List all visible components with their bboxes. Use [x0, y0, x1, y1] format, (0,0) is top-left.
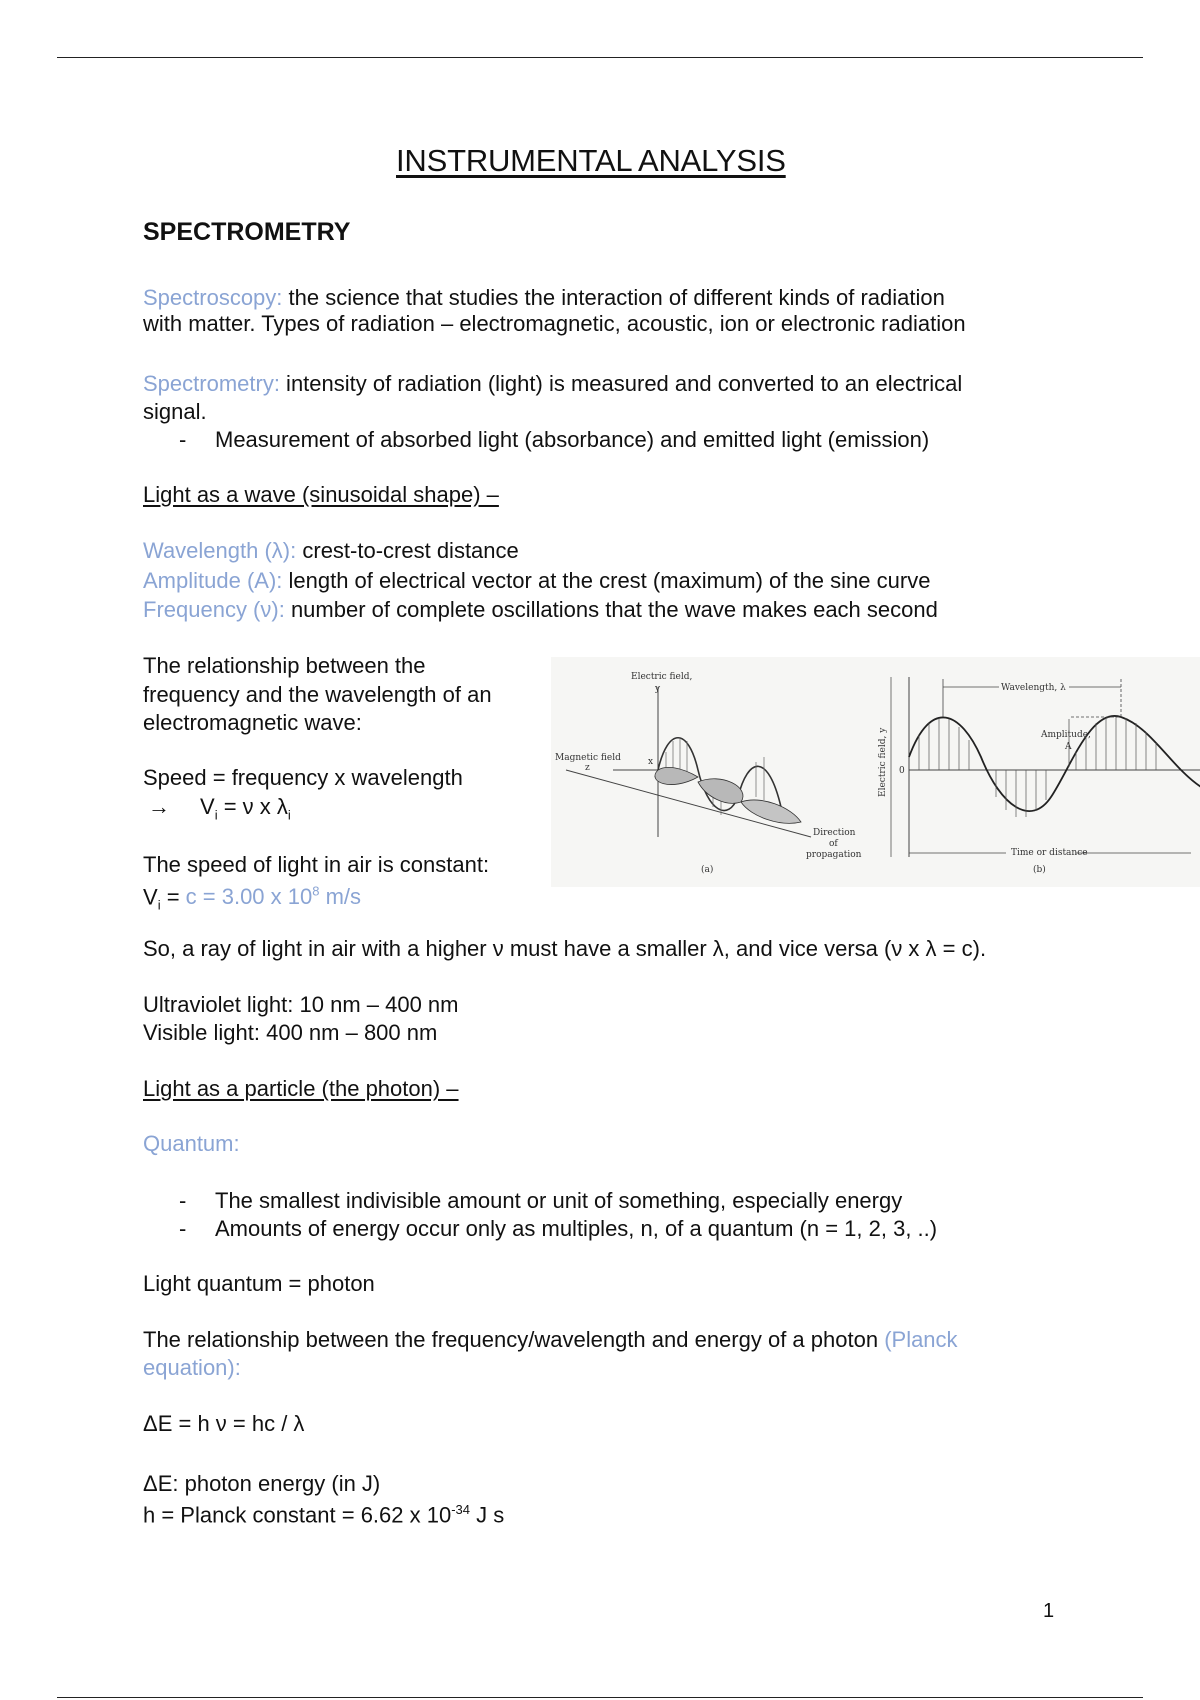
svg-text:A: A: [1065, 742, 1072, 752]
spectrometry-definition: [143, 370, 962, 398]
spectroscopy-text: the science that studies the interaction of different kinds of radiation: [282, 285, 945, 310]
figure-a-caption: (a): [701, 865, 714, 875]
wavelength-term: Wavelength (λ):: [143, 538, 297, 563]
figure-b-caption: (b): [1033, 865, 1046, 875]
planck-intro: The relationship between the frequency/wavelength and energy of a photon (Planck: [143, 1327, 958, 1352]
bullet-text: Measurement of absorbed light (absorbance) and emitted light (emission): [215, 427, 930, 452]
speed-constant-text: The speed of light in air is constant:: [143, 852, 490, 877]
svg-text:propagation: propagation: [806, 850, 862, 860]
frequency-definition: [143, 596, 938, 624]
speed-equation: Speed = frequency x wavelength: [143, 765, 463, 790]
planck-term-line2: equation):: [143, 1355, 241, 1380]
spectrometry-bullet: [143, 426, 929, 454]
planck-constant: h = Planck constant = 6.62 x $10^{-34}$ J s: [143, 1502, 505, 1528]
spectrometry-term: Spectrometry:: [143, 371, 280, 396]
svg-text:of: of: [829, 839, 838, 849]
frequency-term: Frequency (ν):: [143, 597, 285, 622]
uv-range: Ultraviolet light: 10 nm – 400 nm: [143, 992, 459, 1017]
figure-b-wavelength-label: Wavelength, λ: [1001, 683, 1066, 693]
figure-a-x-label: x: [648, 757, 654, 767]
delta-e-definition: ΔE: photon energy (in J): [143, 1471, 381, 1496]
planck-equation: ΔE = h ν = hc / λ: [143, 1411, 305, 1436]
em-wave-figure: [551, 657, 1200, 887]
c-value: c = 3.00 x $10^8$ m/s: [185, 884, 362, 910]
photon-line: Light quantum = photon: [143, 1271, 375, 1296]
quantum-bullet-1: - The smallest indivisible amount or unit of something, especially energy: [143, 1187, 902, 1215]
particle-heading: Light as a particle (the photon) –: [143, 1076, 459, 1101]
page-title: INSTRUMENTAL ANALYSIS: [396, 143, 786, 178]
figure-a-y-label: y: [655, 684, 661, 694]
figure-b-zero: 0: [899, 766, 905, 776]
bullet-dash: -: [179, 1216, 187, 1241]
figure-b-amplitude-label: Amplitude,: [1041, 730, 1091, 740]
vi-equation: → $V_i = \nu$ x $\lambda_i$: [148, 794, 291, 823]
relationship-line1: The relationship between the: [143, 653, 426, 678]
figure-a-z-label: z: [585, 763, 590, 773]
visible-range: Visible light: 400 nm – 800 nm: [143, 1020, 438, 1045]
relationship-line2: frequency and the wavelength of an: [143, 682, 492, 707]
bottom-rule: [57, 1697, 1143, 1698]
quantum-term: Quantum:: [143, 1131, 240, 1156]
spectroscopy-line2: with matter. Types of radiation – electromagnetic, acoustic, ion or electronic radiation: [143, 311, 966, 336]
page-number: 1: [1043, 1600, 1055, 1622]
spectroscopy-definition: [143, 284, 945, 312]
figure-a-electric-label: Electric field,: [631, 672, 693, 682]
frequency-text: number of complete oscillations that the wave makes each second: [284, 597, 938, 622]
figure-b-xlabel: Time or distance: [1011, 848, 1088, 858]
spectrometry-line2: signal.: [143, 399, 207, 424]
amplitude-term: Amplitude (A):: [143, 568, 283, 593]
so-line: So, a ray of light in air with a higher ν must have a smaller λ, and vice versa (ν x λ = c).: [143, 936, 987, 961]
wavelength-definition: [143, 537, 519, 565]
top-rule: [57, 57, 1143, 58]
arrow-icon: →: [148, 794, 170, 819]
figure-b-ylabel: Electric field, y: [878, 727, 888, 797]
speed-constant-value: $V_i = c = 3.00$ x $10^8$ m/s: [143, 884, 362, 913]
quantum-bullet-2: - Amounts of energy occur only as multiples, n, of a quantum (n = 1, 2, 3, ..): [143, 1215, 937, 1243]
planck-term: (Planck: [884, 1327, 958, 1352]
bullet-dash: -: [179, 1188, 187, 1213]
wave-heading: Light as a wave (sinusoidal shape) –: [143, 482, 499, 507]
spectrometry-text: intensity of radiation (light) is measured and converted to an electrical: [279, 371, 963, 396]
amplitude-text: length of electrical vector at the crest (maximum) of the sine curve: [282, 568, 931, 593]
section-heading: SPECTROMETRY: [143, 218, 351, 246]
bullet-dash: -: [179, 427, 187, 452]
figure-a-magnetic-label: Magnetic field: [555, 753, 621, 763]
figure-a-direction-label: Direction: [813, 828, 856, 838]
amplitude-definition: [143, 567, 930, 595]
wavelength-text: crest-to-crest distance: [296, 538, 519, 563]
relationship-line3: electromagnetic wave:: [143, 710, 362, 735]
spectroscopy-term: Spectroscopy:: [143, 285, 283, 310]
